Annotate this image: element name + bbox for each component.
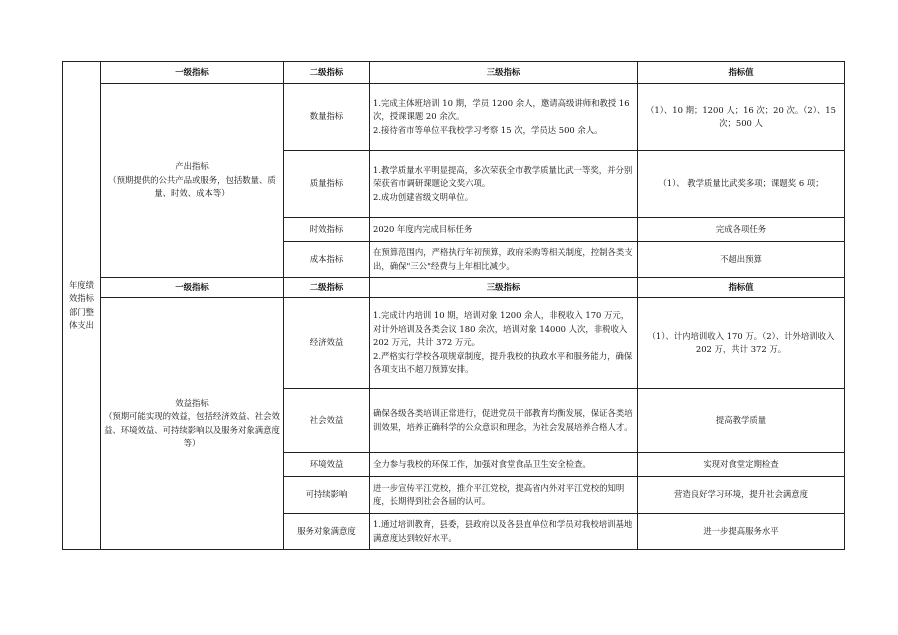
header-level1: 一级指标 <box>101 62 284 84</box>
header-level3: 三级指标 <box>370 278 638 298</box>
row-value: （1）、计内培训收入 170 万。（2）、计外培训收入 202 万，共计 372 万。 <box>638 298 845 389</box>
row-detail <box>370 218 638 242</box>
row-name: 数量指标 <box>284 84 370 151</box>
row-value: 不超出预算 <box>638 242 845 278</box>
detail-line: 确保各级各类培训正常进行，促进党员干部教育均衡发展，保证各类培训效果，培养正确科学的公众意识和理念，为社会发展培养合格人才。 <box>373 408 633 432</box>
header-level1: 一级指标 <box>101 278 284 298</box>
row-name: 成本指标 <box>284 242 370 278</box>
row-value: 提高教学质量 <box>638 389 845 453</box>
row-detail <box>370 389 638 453</box>
row-detail <box>370 298 638 389</box>
detail-line: 2.严格实行学校各项规章制度，提升我校的执政水平和服务能力，确保各项支出不超刀预算安排。 <box>373 350 633 375</box>
benefit-desc: （预期可能实现的效益，包括经济效益、社会效益、环境效益、可持续影响以及服务对象满意度等） <box>104 411 280 448</box>
detail-line: 全力参与我校的环保工作，加强对食堂食品卫生安全检查。 <box>373 458 591 469</box>
row-detail <box>370 477 638 514</box>
output-title: 产出指标 <box>175 161 209 172</box>
row-detail <box>370 84 638 151</box>
detail-line: 2.成功创建省级文明单位。 <box>373 191 474 202</box>
row-detail <box>370 242 638 278</box>
detail-line: 1.通过培训教育，县委，县政府以及各县直单位和学员对我校培训基地满意度达到较好水平。 <box>373 519 633 543</box>
header-value: 指标值 <box>638 278 845 298</box>
detail-line: 1.教学质量水平明显提高，多次荣获全市教学质量比武一等奖，并分别荣获省市调研课题论文奖六项。 <box>373 164 633 189</box>
benefit-category <box>101 298 284 550</box>
detail-line: 2.接待省市等单位平我校学习考察 15 次，学员达 500 余人。 <box>373 124 603 135</box>
row-name: 可持续影响 <box>284 477 370 514</box>
row-detail <box>370 453 638 477</box>
header-level2: 二级指标 <box>284 278 370 298</box>
detail-line: 在预算范围内，严格执行年初预算，政府采购等相关制度，控制各类支出，确保"三公"经费与上年相比减少。 <box>373 247 633 271</box>
table-row <box>63 298 845 389</box>
table-row <box>63 84 845 151</box>
output-category <box>101 84 284 278</box>
row-value: 实现对食堂定期检查 <box>638 453 845 477</box>
row-name: 质量指标 <box>284 151 370 218</box>
row-value: 营造良好学习环境，提升社会满意度 <box>638 477 845 514</box>
row-value: 进一步提高服务水平 <box>638 514 845 550</box>
row-value: （1）、10 期；1200 人；16 次；20 次。（2）、15 次；500 人 <box>638 84 845 151</box>
detail-line: 1.完成主体班培训 10 期，学员 1200 余人，邀请高级讲师和教授 16 次，授课课题 20 余次。 <box>373 97 630 122</box>
row-value: 完成各项任务 <box>638 218 845 242</box>
detail-line: 1.完成计内培训 10 期，培训对象 1200 余人，非税收入 170 万元，对计外培训及各类会议 180 余次，培训对象 14000 人次，非税收入 202 万元，共计 372 万元。 <box>373 310 630 348</box>
benefit-title: 效益指标 <box>175 397 209 408</box>
row-name: 服务对象满意度 <box>284 514 370 550</box>
row-detail <box>370 151 638 218</box>
header-row <box>63 62 845 84</box>
detail-line: 进一步宣传平江党校，推介平江党校，提高省内外对平江党校的知明度，长期得到社会各届的认可。 <box>373 482 625 506</box>
header-row <box>63 278 845 298</box>
header-level3: 三级指标 <box>370 62 638 84</box>
row-name: 经济效益 <box>284 298 370 389</box>
row-value: （1）、 教学质量比武奖多项；课题奖 6 项； <box>638 151 845 218</box>
header-level2: 二级指标 <box>284 62 370 84</box>
output-desc: （预期提供的公共产品或服务，包括数量、质量、时效、成本等） <box>108 174 276 199</box>
row-name: 时效指标 <box>284 218 370 242</box>
row-name: 环境效益 <box>284 453 370 477</box>
performance-table <box>62 61 845 550</box>
row-name: 社会效益 <box>284 389 370 453</box>
detail-line: 2020 年度内完成目标任务 <box>373 223 473 234</box>
row-detail <box>370 514 638 550</box>
header-value: 指标值 <box>638 62 845 84</box>
side-label: 年度绩效指标部门整体支出 <box>63 62 101 550</box>
